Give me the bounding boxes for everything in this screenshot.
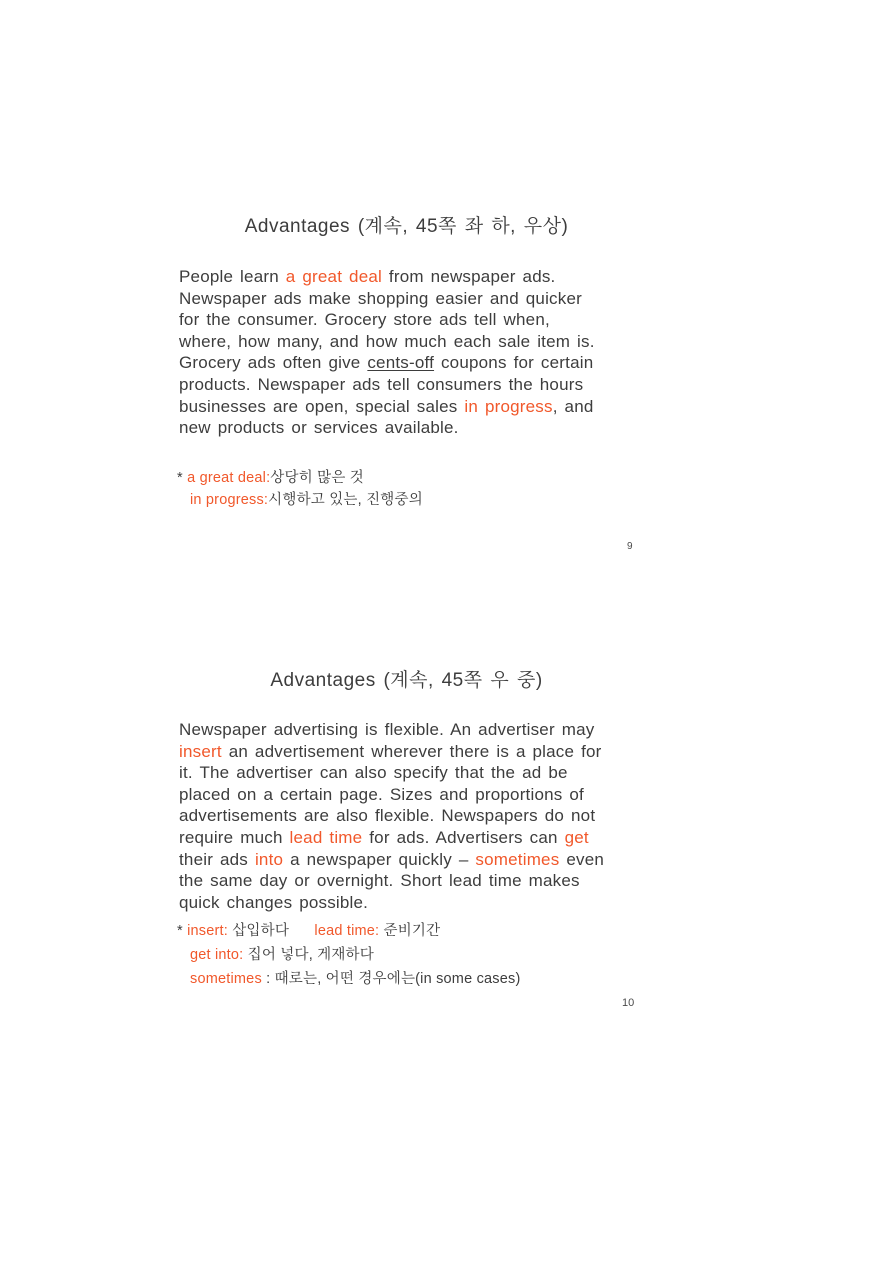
text-line [177, 467, 657, 489]
text-segment: the same day or overnight. Short lead time makes [179, 871, 580, 891]
text-segment: quick changes possible. [179, 892, 369, 912]
text-segment: 상당히 많은 것 [270, 470, 364, 486]
text-line [179, 309, 659, 331]
text-line [179, 396, 659, 418]
text-line [179, 417, 659, 439]
text-segment: where, how many, and how much each sale item is. [179, 331, 595, 351]
highlighted-term: a great deal: [187, 470, 271, 486]
slide-1-page-number: 9 [627, 541, 633, 552]
text-segment: placed on a certain page. Sizes and proportions of [179, 784, 584, 804]
text-line [179, 374, 659, 396]
text-line [177, 943, 657, 967]
slide-2-page-number: 10 [622, 997, 635, 1009]
text-line [179, 762, 659, 784]
text-line [179, 352, 659, 374]
text-segment: for the consumer. Grocery store ads tell when, [179, 310, 550, 330]
text-segment: 준비기간 [379, 923, 441, 939]
text-segment: products. Newspaper ads tell consumers the hours [179, 374, 584, 394]
slide-2-title: Advantages (계속, 45쪽 우 중) [270, 670, 543, 691]
text-segment: an advertisement wherever there is a place for [221, 741, 602, 761]
text-segment: a newspaper quickly – [283, 849, 476, 869]
text-segment: for ads. Advertisers can [362, 827, 565, 847]
text-line [179, 741, 659, 763]
text-segment: 시행하고 있는, 진행중의 [268, 492, 423, 508]
highlighted-term: get into: [190, 947, 244, 963]
text-segment: * [177, 923, 188, 939]
text-segment: : 때로는, 어떤 경우에는(in some cases) [266, 971, 521, 987]
highlighted-term: into [254, 849, 284, 869]
underlined-term: cents-off [367, 353, 435, 373]
text-line [177, 489, 657, 511]
highlighted-term: a great deal [285, 267, 382, 286]
text-segment: from newspaper ads. [382, 267, 556, 286]
text-line [179, 849, 659, 871]
highlighted-term: sometimes [190, 971, 267, 987]
slide-1-vocabulary-notes [177, 467, 657, 511]
highlighted-term: insert [179, 741, 222, 761]
text-segment: Newspaper advertising is flexible. An advertiser may [179, 720, 595, 739]
text-line [179, 331, 659, 353]
text-line [179, 719, 659, 741]
text-segment: coupons for certain [434, 353, 594, 373]
text-line [179, 827, 659, 849]
slide-1-paragraph [179, 266, 659, 439]
text-segment: * [177, 470, 188, 486]
highlighted-term: in progress [464, 396, 553, 416]
highlighted-term: in progress: [190, 492, 269, 508]
text-segment: Grocery ads often give [179, 353, 368, 373]
text-line [179, 870, 659, 892]
text-line [179, 805, 659, 827]
highlighted-term: lead time: [314, 923, 380, 939]
text-segment: their ads [179, 849, 255, 869]
text-line [179, 892, 659, 914]
text-segment: People learn [179, 267, 286, 286]
text-line [177, 967, 657, 991]
text-line [179, 266, 659, 288]
text-line [177, 919, 657, 943]
text-segment: 삽입하다 [227, 923, 315, 939]
text-line [179, 288, 659, 310]
text-segment: , and [552, 396, 594, 416]
highlighted-term: insert: [187, 923, 228, 939]
text-segment: advertisements are also flexible. Newspapers do not [179, 806, 596, 826]
text-line [179, 784, 659, 806]
text-segment: 집어 넣다, 게재하다 [243, 947, 374, 963]
slide-1-title: Advantages (계속, 45쪽 좌 하, 우상) [244, 216, 569, 237]
text-segment: businesses are open, special sales [179, 396, 465, 416]
highlighted-term: sometimes [475, 849, 560, 869]
text-segment: even [559, 849, 605, 869]
text-segment: Newspaper ads make shopping easier and quicker [179, 288, 582, 308]
text-segment: require much [179, 827, 290, 847]
highlighted-term: get [564, 827, 589, 847]
text-segment: it. The advertiser can also specify that the ad be [179, 763, 568, 783]
text-segment: new products or services available. [179, 418, 459, 438]
slide-2-vocabulary-notes [177, 919, 657, 991]
slide-2-paragraph [179, 719, 659, 913]
highlighted-term: lead time [289, 827, 363, 847]
